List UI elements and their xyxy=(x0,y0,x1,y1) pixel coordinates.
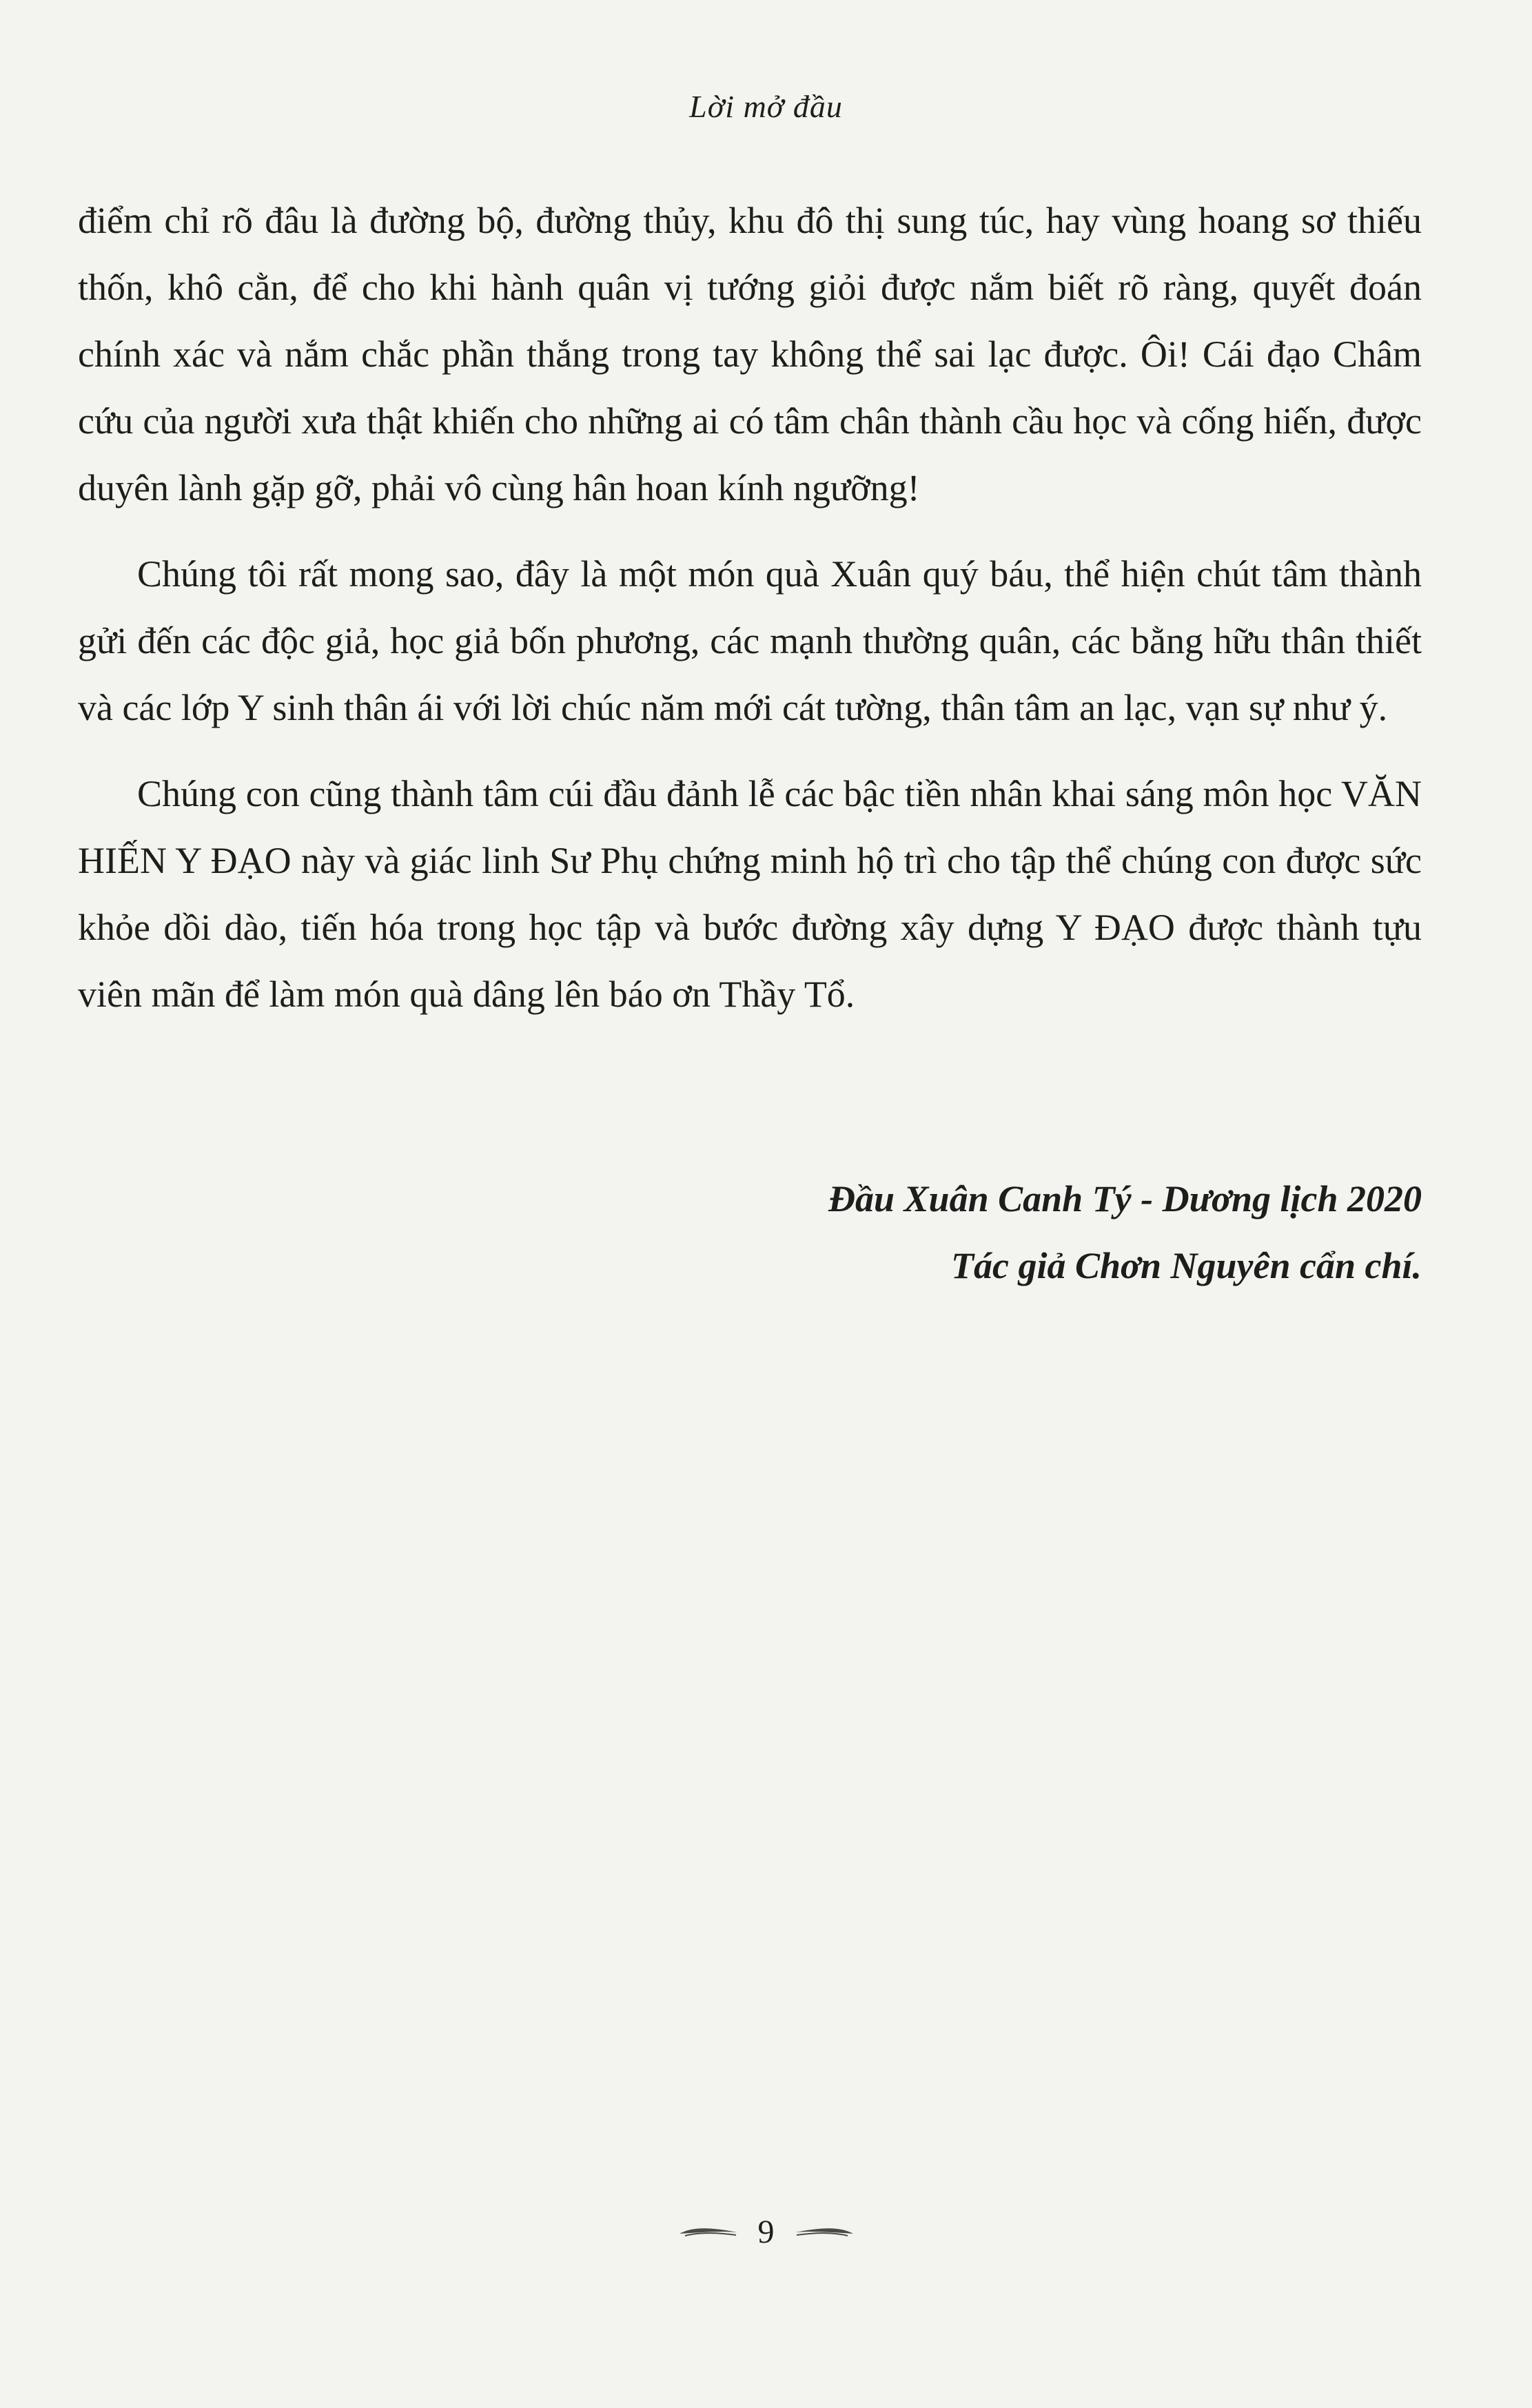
paragraph-2: Chúng tôi rất mong sao, đây là một món quà Xuân quý báu, thể hiện chút tâm thành gửi đến các độc giả, học giả bốn phương, các mạnh thường quân, các bằng hữu thân thiết và các lớp Y sinh thân ái với lời chúc năm mới cát tường, thân tâm an lạc, vạn sự như ý. xyxy=(78,553,1422,728)
signature-date-line: Đầu Xuân Canh Tý - Dương lịch 2020 xyxy=(828,1178,1422,1220)
paragraph-1: điểm chỉ rõ đâu là đường bộ, đường thủy, khu đô thị sung túc, hay vùng hoang sơ thiếu thốn, khô cằn, để cho khi hành quân vị tướng giỏi được nắm biết rõ ràng, quyết đoán chính xác và nắm chắc phần thắng trong tay không thể sai lạc được. Ôi! Cái đạo Châm cứu của người xưa thật khiến cho những ai có tâm chân thành cầu học và cống hiến, được duyên lành gặp gỡ, phải vô cùng hân hoan kính ngưỡng! xyxy=(78,200,1422,508)
signature-author-line: Tác giả Chơn Nguyên cẩn chí. xyxy=(950,1245,1422,1286)
right-ornament-icon xyxy=(793,2224,855,2241)
left-ornament-icon xyxy=(678,2224,740,2241)
page-footer xyxy=(0,2210,1532,2251)
signature-block xyxy=(828,1166,1422,1299)
paragraph-3: Chúng con cũng thành tâm cúi đầu đảnh lễ các bậc tiền nhân khai sáng môn học VĂN HIẾN Y ĐẠO này và giác linh Sư Phụ chứng minh hộ trì cho tập thể chúng con được sức khỏe dồi dào, tiến hóa trong học tập và bước đường xây dựng Y ĐẠO được thành tựu viên mãn để làm món quà dâng lên báo ơn Thầy Tổ. xyxy=(78,773,1422,1015)
page-number: 9 xyxy=(757,2214,775,2251)
body-text xyxy=(78,187,1422,1047)
running-header-title: Lời mở đầu xyxy=(689,89,843,124)
